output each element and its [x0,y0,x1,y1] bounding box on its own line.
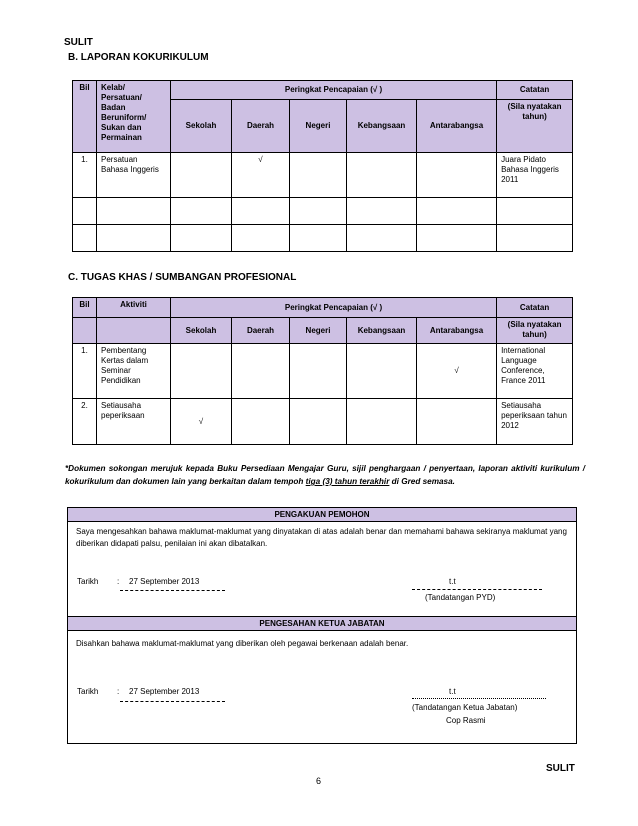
page-number: 6 [316,776,322,786]
row-name: Persatuan Bahasa Inggeris [97,153,171,198]
row-mark [290,344,347,399]
row-mark [347,198,417,225]
col-bil: Bil [73,81,97,153]
row-mark [290,225,347,252]
col-catatan-note: (Sila nyatakan tahun) [497,318,573,344]
level-negeri: Negeri [290,318,347,344]
level-antarabangsa: Antarabangsa [417,100,497,153]
col-catatan-note: (Sila nyatakan tahun) [497,100,573,153]
row-name [97,225,171,252]
level-daerah: Daerah [232,318,290,344]
pengakuan-text: Saya mengesahkan bahawa maklumat-maklumat yang dinyatakan di atas adalah benar dan memahami bahawa sekiranya maklumat yang diberikan didapati palsu, penilaian ini akan dibatalkan. [76,527,567,548]
pengakuan-box [67,507,577,618]
signature-label: (Tandatangan Ketua Jabatan) [412,703,518,712]
pengesahan-box [67,616,577,744]
col-bil: Bil [73,298,97,318]
date-line [120,701,225,702]
note-underlined: tiga (3) tahun terakhir [305,477,390,486]
tarikh-colon: : [117,577,120,586]
row-mark: √ [232,153,290,198]
row-mark [290,198,347,225]
row-catatan [497,225,573,252]
row-mark [417,153,497,198]
row-mark [417,225,497,252]
signature-label: (Tandatangan PYD) [425,593,496,602]
col-peringkat: Peringkat Pencapaian (√ ) [171,81,497,100]
level-kebangsaan: Kebangsaan [347,100,417,153]
row-catatan: International Language Conference, France 2011 [497,344,573,399]
supporting-doc-note [65,462,585,488]
table-row [73,198,573,225]
row-bil: 2. [73,399,97,445]
pengesahan-title: PENGESAHAN KETUA JABATAN [68,617,576,631]
row-mark [347,153,417,198]
row-mark [347,344,417,399]
tugas-khas-table [72,297,573,445]
row-catatan [497,198,573,225]
row-mark [232,225,290,252]
col-bil-blank [73,318,97,344]
col-aktiviti-blank [97,318,171,344]
row-mark [171,153,232,198]
col-catatan: Catatan [497,298,573,318]
note-part2: di Gred semasa. [389,477,455,486]
row-mark [171,225,232,252]
date-line [120,590,225,591]
row-name: Pembentang Kertas dalam Seminar Pendidikan [97,344,171,399]
level-daerah: Daerah [232,100,290,153]
row-bil [73,225,97,252]
footer-sulit: SULIT [546,763,575,774]
level-sekolah: Sekolah [171,100,232,153]
col-aktiviti: Aktiviti [97,298,171,318]
row-mark [290,399,347,445]
col-peringkat: Peringkat Pencapaian (√ ) [171,298,497,318]
pengesahan-text: Disahkan bahawa maklumat-maklumat yang diberikan oleh pegawai berkenaan adalah benar. [76,639,409,648]
signature-line [412,698,546,699]
row-mark [232,399,290,445]
table-row [73,225,573,252]
row-mark: √ [417,344,497,399]
row-mark [347,225,417,252]
kokurikulum-table [72,80,573,252]
tarikh-label: Tarikh [77,687,99,696]
table-row [73,344,573,399]
pengakuan-title: PENGAKUAN PEMOHON [68,508,576,522]
row-mark: √ [171,399,232,445]
row-bil [73,198,97,225]
tarikh-label: Tarikh [77,577,99,586]
row-name: Setiausaha peperiksaan [97,399,171,445]
row-mark [232,198,290,225]
header-sulit: SULIT [64,37,93,48]
tarikh-value: 27 September 2013 [129,687,200,696]
row-mark [417,399,497,445]
table-row [73,399,573,445]
level-sekolah: Sekolah [171,318,232,344]
row-bil: 1. [73,344,97,399]
row-mark [171,344,232,399]
row-mark [347,399,417,445]
level-kebangsaan: Kebangsaan [347,318,417,344]
signature-tt: t.t [449,577,456,586]
table-row [73,153,573,198]
note-part1: *Dokumen sokongan merujuk kepada Buku Persediaan Mengajar Guru, sijil penghargaan / penyertaan, laporan aktiviti kurikulum / kokurikulum dan dokumen lain yang berkaitan dalam tempoh [65,464,585,486]
row-bil: 1. [73,153,97,198]
level-negeri: Negeri [290,100,347,153]
row-mark [290,153,347,198]
tarikh-colon: : [117,687,120,696]
row-catatan: Setiausaha peperiksaan tahun 2012 [497,399,573,445]
tarikh-value: 27 September 2013 [129,577,200,586]
signature-line [412,589,542,590]
section-c-title: C. TUGAS KHAS / SUMBANGAN PROFESIONAL [68,272,297,283]
col-kelab: Kelab/ Persatuan/ Badan Beruniform/ Sukan dan Permainan [97,81,171,153]
row-name [97,198,171,225]
section-b-title: B. LAPORAN KOKURIKULUM [68,52,209,63]
row-mark [171,198,232,225]
col-catatan: Catatan [497,81,573,100]
signature-tt: t.t [449,687,456,696]
row-catatan: Juara Pidato Bahasa Inggeris 2011 [497,153,573,198]
cop-rasmi: Cop Rasmi [446,716,486,725]
row-mark [417,198,497,225]
row-mark [232,344,290,399]
level-antarabangsa: Antarabangsa [417,318,497,344]
